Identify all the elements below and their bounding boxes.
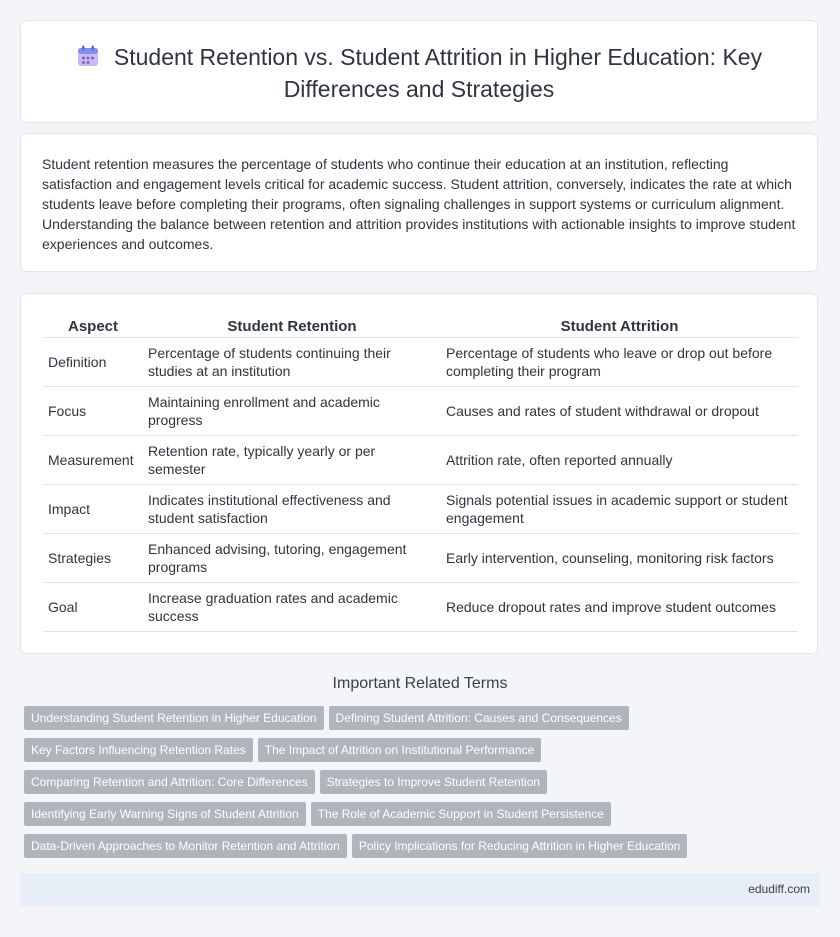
intro-text: Student retention measures the percentage of students who continue their education at an institution, reflecting satisfaction and engagement levels critical for academic success. Student attrition, conversely, indicates the rate at which students leave before completing their programs, often signaling challenges in support systems or curriculum alignment. Understanding the balance between retention and attrition provides institutions with actionable insights to improve student experiences and outcomes. — [42, 156, 796, 252]
related-term-tag[interactable]: Defining Student Attrition: Causes and Consequences — [329, 706, 629, 730]
related-terms-list — [24, 706, 814, 866]
related-term-tag[interactable]: Identifying Early Warning Signs of Student Attrition — [24, 802, 306, 826]
table-cell-retention: Increase graduation rates and academic success — [143, 583, 441, 632]
table-row — [43, 583, 798, 632]
intro-card — [20, 133, 818, 272]
related-term-tag[interactable]: Key Factors Influencing Retention Rates — [24, 738, 253, 762]
table-cell-retention: Enhanced advising, tutoring, engagement programs — [143, 534, 441, 583]
table-cell-attrition: Attrition rate, often reported annually — [441, 436, 798, 485]
table-row — [43, 436, 798, 485]
footer — [20, 873, 820, 906]
comparison-card — [20, 293, 818, 654]
table-cell-aspect: Impact — [43, 485, 143, 534]
table-cell-aspect: Measurement — [43, 436, 143, 485]
table-header-row — [43, 315, 798, 338]
table-cell-aspect: Definition — [43, 338, 143, 387]
related-terms-heading: Important Related Terms — [332, 675, 508, 692]
table-row — [43, 485, 798, 534]
table-cell-aspect: Goal — [43, 583, 143, 632]
comparison-table — [43, 315, 798, 632]
related-term-tag[interactable]: Comparing Retention and Attrition: Core Differences — [24, 770, 315, 794]
header-attrition: Student Attrition — [441, 315, 798, 338]
table-cell-aspect: Focus — [43, 387, 143, 436]
header-aspect: Aspect — [43, 315, 143, 338]
table-row — [43, 534, 798, 583]
table-row — [43, 338, 798, 387]
page-title-line-1: Student Retention vs. Student Attrition in Higher Education: Key — [113, 44, 763, 70]
table-row — [43, 387, 798, 436]
table-cell-attrition: Early intervention, counseling, monitoring risk factors — [441, 534, 798, 583]
table-cell-attrition: Causes and rates of student withdrawal or dropout — [441, 387, 798, 436]
related-term-tag[interactable]: The Impact of Attrition on Institutional Performance — [258, 738, 541, 762]
table-cell-attrition: Signals potential issues in academic support or student engagement — [441, 485, 798, 534]
table-cell-attrition: Percentage of students who leave or drop out before completing their program — [441, 338, 798, 387]
table-cell-retention: Indicates institutional effectiveness and student satisfaction — [143, 485, 441, 534]
table-cell-attrition: Reduce dropout rates and improve student outcomes — [441, 583, 798, 632]
table-cell-retention: Maintaining enrollment and academic progress — [143, 387, 441, 436]
related-term-tag[interactable]: Data-Driven Approaches to Monitor Retention and Attrition — [24, 834, 347, 858]
footer-site-link[interactable]: edudiff.com — [748, 882, 810, 896]
title-card — [20, 20, 818, 123]
related-term-tag[interactable]: The Role of Academic Support in Student Persistence — [311, 802, 611, 826]
related-term-tag[interactable]: Strategies to Improve Student Retention — [320, 770, 547, 794]
table-cell-retention: Percentage of students continuing their studies at an institution — [143, 338, 441, 387]
header-retention: Student Retention — [143, 315, 441, 338]
related-term-tag[interactable]: Understanding Student Retention in Higher Education — [24, 706, 324, 730]
table-cell-aspect: Strategies — [43, 534, 143, 583]
related-term-tag[interactable]: Policy Implications for Reducing Attrition in Higher Education — [352, 834, 688, 858]
calendar-icon — [76, 44, 100, 75]
table-cell-retention: Retention rate, typically yearly or per semester — [143, 436, 441, 485]
page-title-line-2: Differences and Strategies — [283, 76, 555, 102]
